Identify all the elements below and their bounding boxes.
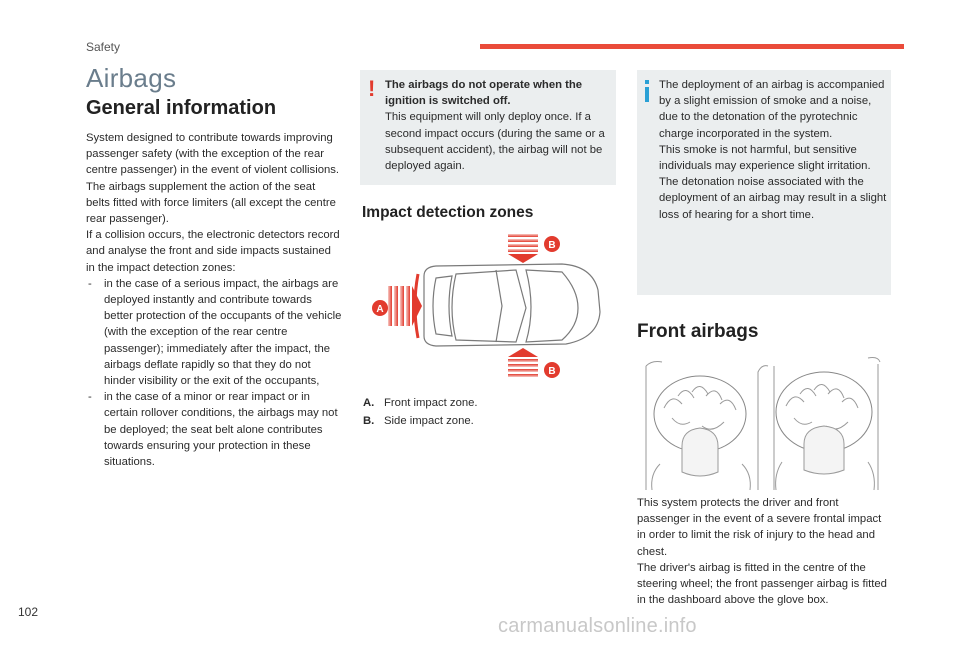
warning-text: [385, 77, 610, 174]
zone-a-label: A: [376, 304, 384, 315]
front-airbags-heading: Front airbags: [637, 321, 759, 342]
front-airbags-paragraph: The driver's airbag is fitted in the centre of the steering wheel; the front passenger airbag is fitted in the dashboard above the glove box.: [637, 561, 887, 607]
legend-key: A.: [363, 397, 375, 409]
legend-text: Front impact zone.: [384, 397, 478, 409]
warning-bold: The airbags do not operate when the ignition is switched off.: [385, 79, 583, 108]
info-line: The detonation noise associated with the deployment of an airbag may result in a slight loss of hearing for a short time.: [659, 176, 887, 221]
warning-body: This equipment will only deploy once. If a second impact occurs (during the same or a subsequent accident), the airbag will not be deployed again.: [385, 111, 605, 173]
list-item: - in the case of a serious impact, the airbags are deployed instantly and contribute towards better protection of the occupants of the vehicle (with the exception of the rear centre passenger); immediately after the impact, the airbags deflate rapidly so that they do not hinder visibility or the exit of the occupants,: [86, 276, 342, 389]
info-icon: [645, 80, 649, 102]
page-title: Airbags: [86, 63, 177, 93]
general-paragraph: System designed to contribute towards improving passenger safety (with the exception of the rear centre passenger) in the event of violent collisions. The airbags supplement the action of the seat belts fitted with force limiters (all except the centre rear passenger).: [86, 132, 340, 226]
legend-text: Side impact zone.: [384, 415, 474, 428]
info-text: [659, 77, 887, 223]
info-line: This smoke is not harmful, but sensitive individuals may experience slight irritation.: [659, 143, 871, 173]
general-paragraph: If a collision occurs, the electronic detectors record and analyse the front and side impacts sustained in the impact detection zones:: [86, 229, 340, 274]
car-outline: [424, 264, 600, 346]
info-line: The deployment of an airbag is accompanied by a slight emission of smoke and a noise, due to the detonation of the pyrotechnic charge incorporated in the system.: [659, 79, 885, 140]
general-info-heading: General information: [86, 97, 277, 119]
legend-key: B.: [363, 415, 375, 428]
legend-row: [363, 395, 613, 411]
side-impact-arrows-top: [508, 234, 538, 263]
front-impact-arrows: [388, 274, 422, 338]
impact-zones-heading: Impact detection zones: [362, 204, 534, 221]
front-airbags-illustration: [642, 352, 887, 492]
front-airbags-paragraph: This system protects the driver and front passenger in the event of a severe frontal impact in order to limit the risk of injury to the head and chest.: [637, 497, 882, 558]
legend-row: [363, 413, 613, 429]
watermark: carmanualsonline.info: [498, 615, 697, 637]
zone-b-bottom-label: B: [548, 366, 556, 377]
zone-b-top-label: B: [548, 240, 556, 251]
header-accent-bar: [480, 44, 904, 49]
side-impact-arrows-bottom: [508, 348, 538, 377]
general-info-body: [86, 130, 342, 470]
deployment-list: [86, 276, 342, 470]
list-item: - in the case of a minor or rear impact or in certain rollover conditions, the airbags may not be deployed; the seat belt alone contributes towards ensuring your protection in these situations.: [86, 389, 342, 470]
page-number: 102: [18, 605, 39, 619]
exclamation-icon: !: [368, 76, 376, 101]
warning-box: [360, 70, 616, 185]
impact-zones-diagram: [366, 230, 616, 385]
impact-legend: [363, 395, 613, 431]
section-label: Safety: [86, 40, 121, 54]
front-airbags-body: [637, 495, 891, 608]
info-box: [637, 70, 891, 295]
